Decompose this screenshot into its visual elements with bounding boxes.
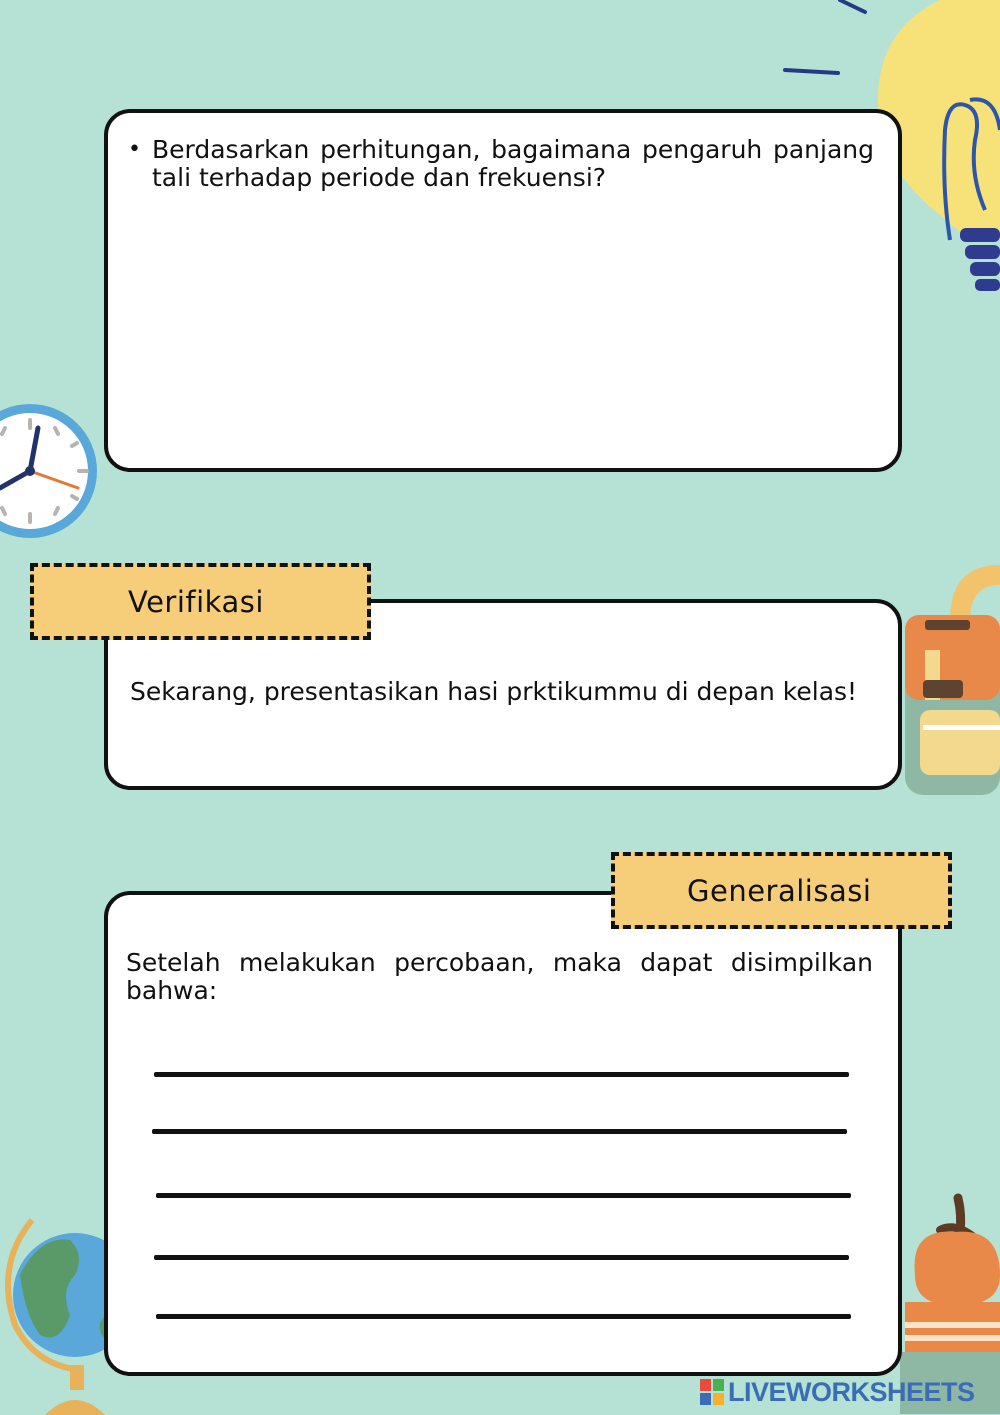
backpack-icon (895, 560, 1000, 800)
verifikasi-label: Verifikasi (128, 584, 264, 619)
answer-area-1[interactable] (120, 200, 885, 455)
verifikasi-text: Sekarang, presentasikan hasi prktikummu di depan kelas! (130, 677, 858, 706)
answer-line[interactable] (152, 1129, 847, 1134)
answer-line[interactable] (154, 1255, 849, 1260)
answer-line[interactable] (154, 1072, 849, 1077)
globe-icon (0, 1215, 115, 1415)
answer-line[interactable] (156, 1193, 851, 1198)
liveworksheets-logo-icon (700, 1379, 724, 1405)
generalisasi-text: Setelah melakukan percobaan, maka dapat disimpilkan bahwa: (126, 948, 873, 1005)
verifikasi-label-box (30, 563, 371, 640)
liveworksheets-watermark (700, 1376, 975, 1408)
generalisasi-label: Generalisasi (687, 873, 872, 908)
clock-icon (0, 398, 105, 548)
question-bullet: • (128, 137, 141, 162)
watermark-text: LIVEWORKSHEETS (728, 1376, 975, 1407)
answer-line[interactable] (156, 1314, 851, 1319)
question-text: Berdasarkan perhitungan, bagaimana pengaruh panjang tali terhadap periode dan frekuensi? (152, 135, 874, 192)
generalisasi-label-box (611, 852, 952, 929)
